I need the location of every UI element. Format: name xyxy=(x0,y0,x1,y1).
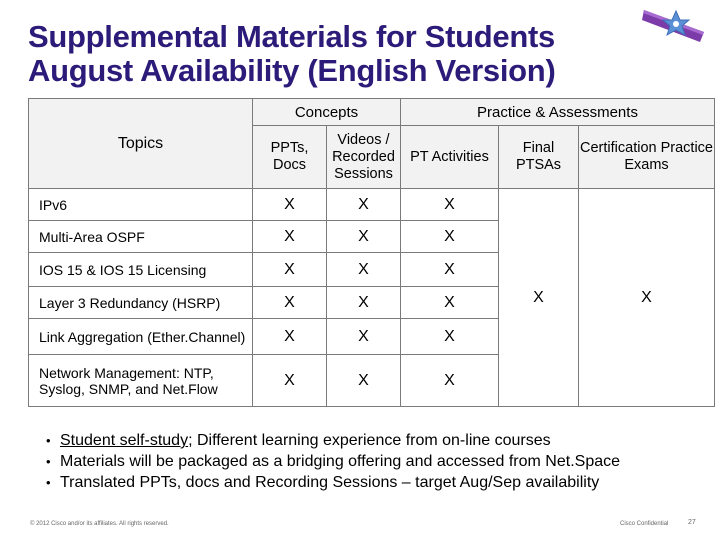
col-pt-activities: PT Activities xyxy=(401,126,499,189)
col-videos: Videos / Recorded Sessions xyxy=(327,126,401,189)
col-final-ptsas: Final PTSAs xyxy=(499,126,579,189)
cell-ppts: X xyxy=(253,189,327,221)
row-topic: Link Aggregation (Ether.Channel) xyxy=(29,319,253,355)
row-topic: Layer 3 Redundancy (HSRP) xyxy=(29,287,253,319)
cell-pt: X xyxy=(401,355,499,407)
bullet-item xyxy=(46,430,706,451)
cell-ppts: X xyxy=(253,287,327,319)
title-line-1: Supplemental Materials for Students xyxy=(28,19,555,54)
bullet-item: • Materials will be packaged as a bridging offering and accessed from Net.Space xyxy=(46,451,706,472)
cell-pt: X xyxy=(401,189,499,221)
practice-assessments-header: Practice & Assessments xyxy=(401,99,715,126)
table-row xyxy=(29,189,715,221)
row-topic: IOS 15 & IOS 15 Licensing xyxy=(29,253,253,287)
cell-ppts: X xyxy=(253,319,327,355)
slide-title xyxy=(28,20,648,88)
col-ppts-docs: PPTs, Docs xyxy=(253,126,327,189)
cell-videos: X xyxy=(327,221,401,253)
cell-pt: X xyxy=(401,287,499,319)
bullet-text: ; Different learning experience from on-line courses xyxy=(188,432,551,449)
row-topic: Multi-Area OSPF xyxy=(29,221,253,253)
confidential-footer: Cisco Confidential xyxy=(620,521,669,527)
cell-videos: X xyxy=(327,319,401,355)
cell-ppts: X xyxy=(253,221,327,253)
copyright-footer: © 2012 Cisco and/or its affiliates. All rights reserved. xyxy=(30,521,169,527)
bullet-list xyxy=(46,430,706,493)
self-study-text: Student self-study xyxy=(60,432,189,449)
cell-ppts: X xyxy=(253,253,327,287)
row-topic: IPv6 xyxy=(29,189,253,221)
cell-pt: X xyxy=(401,253,499,287)
topics-header: Topics xyxy=(29,99,253,189)
page-number: 27 xyxy=(688,519,696,526)
cell-pt: X xyxy=(401,319,499,355)
cell-videos: X xyxy=(327,253,401,287)
availability-table xyxy=(28,98,715,407)
cell-videos: X xyxy=(327,287,401,319)
row-topic: Network Management: NTP, Syslog, SNMP, and Net.Flow xyxy=(29,355,253,407)
cell-pt: X xyxy=(401,221,499,253)
ribbon-star-logo-icon xyxy=(642,4,706,48)
bullet-item: • Translated PPTs, docs and Recording Sessions – target Aug/Sep availability xyxy=(46,472,706,493)
cell-ppts: X xyxy=(253,355,327,407)
col-certification-exams: Certification Practice Exams xyxy=(579,126,715,189)
title-line-2: August Availability (English Version) xyxy=(28,53,556,88)
concepts-header: Concepts xyxy=(253,99,401,126)
cell-videos: X xyxy=(327,355,401,407)
cell-certification-merged: X xyxy=(579,189,715,407)
cell-videos: X xyxy=(327,189,401,221)
cell-final-ptsas-merged: X xyxy=(499,189,579,407)
